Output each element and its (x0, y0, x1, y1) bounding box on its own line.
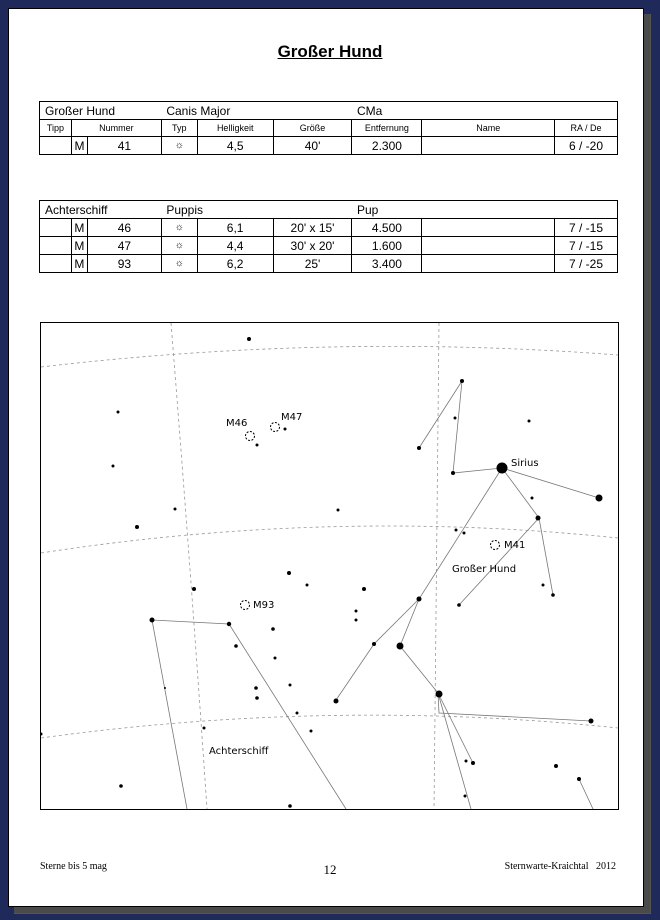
table-row (40, 219, 618, 237)
cell-name (422, 219, 555, 237)
star (192, 587, 196, 591)
cell-catalog: M (71, 219, 87, 237)
star-sirius (497, 463, 508, 474)
star (150, 618, 155, 623)
table-row (40, 237, 618, 255)
cell-distance: 1.600 (352, 237, 422, 255)
star (362, 587, 366, 591)
col-header-nummer: Nummer (71, 120, 161, 137)
star (355, 610, 358, 613)
star (577, 777, 581, 781)
constellation-name: Achterschiff (40, 201, 162, 219)
star (463, 532, 466, 535)
cell-magnitude: 4,5 (197, 137, 273, 155)
header-row (40, 120, 618, 137)
constellation-name: Großer Hund (40, 102, 162, 120)
star (471, 761, 475, 765)
star (465, 760, 468, 763)
col-header-typ: Typ (161, 120, 197, 137)
constellation-line (400, 468, 591, 721)
constellation-line (579, 779, 593, 809)
cell-size: 25' (273, 255, 352, 273)
coordinate-grid (41, 323, 618, 809)
constellation-line (438, 693, 473, 763)
star (174, 508, 177, 511)
constellation-line (502, 468, 599, 498)
label-constellation-cma: Großer Hund (452, 564, 517, 575)
table-row (40, 137, 618, 155)
cell-catalog: M (71, 237, 87, 255)
cell-size: 20' x 15' (273, 219, 352, 237)
star (531, 497, 534, 500)
star (247, 337, 251, 341)
cell-tipp (40, 255, 72, 273)
cluster-m41-icon (491, 541, 500, 550)
page-shadow-right (643, 14, 651, 912)
cluster-m46-icon (246, 432, 255, 441)
star (455, 529, 458, 532)
constellation-lines (152, 381, 599, 809)
cell-magnitude: 6,2 (197, 255, 273, 273)
star (460, 379, 464, 383)
page-number: 12 (323, 862, 337, 877)
star (271, 627, 275, 631)
cluster-m93-icon (241, 601, 250, 610)
grid-line (41, 526, 618, 553)
star (464, 795, 467, 798)
star (227, 622, 231, 626)
cell-tipp (40, 137, 72, 155)
star-chart-svg (41, 323, 618, 809)
cell-tipp (40, 237, 72, 255)
star (417, 597, 422, 602)
cluster-type-icon: ☼ (161, 237, 197, 255)
star (355, 619, 358, 622)
footer-right: Sternwarte-Kraichtal 2012 (504, 861, 616, 872)
cell-distance: 2.300 (352, 137, 422, 155)
star (454, 417, 457, 420)
star (554, 764, 558, 768)
star (596, 495, 603, 502)
star (289, 684, 292, 687)
star (255, 696, 259, 700)
cell-distance: 4.500 (352, 219, 422, 237)
clusters (241, 423, 500, 610)
star (256, 444, 259, 447)
star (41, 733, 43, 736)
label-sirius: Sirius (511, 458, 539, 469)
label-m41: M41 (504, 540, 526, 551)
col-header-entfernung: Entfernung (352, 120, 422, 137)
star (589, 719, 594, 724)
star (164, 687, 166, 689)
cluster-type-icon: ☼ (161, 255, 197, 273)
cell-name (422, 237, 555, 255)
cell-radec: 7 / -25 (554, 255, 617, 273)
constellation-line (459, 518, 539, 605)
cell-name (422, 255, 555, 273)
map-labels (209, 412, 539, 757)
cell-magnitude: 4,4 (197, 237, 273, 255)
cell-number: 47 (87, 237, 161, 255)
cell-number: 41 (87, 137, 161, 155)
constellation-line (438, 693, 471, 809)
object-table-cma (39, 101, 618, 155)
label-m46: M46 (226, 418, 248, 429)
cell-number: 46 (87, 219, 161, 237)
star (417, 446, 421, 450)
constellation-row (40, 102, 618, 120)
star (334, 699, 339, 704)
col-header-name: Name (422, 120, 555, 137)
cell-radec: 7 / -15 (554, 237, 617, 255)
star (536, 516, 541, 521)
grid-line (41, 715, 618, 738)
star (551, 593, 555, 597)
star (542, 584, 545, 587)
star (274, 657, 277, 660)
star (119, 784, 123, 788)
cluster-m47-icon (271, 423, 280, 432)
star (287, 571, 291, 575)
cell-number: 93 (87, 255, 161, 273)
constellation-line (152, 620, 346, 809)
col-header-tipp: Tipp (40, 120, 72, 137)
footer-left: Sterne bis 5 mag (40, 861, 107, 872)
object-table-pup (39, 200, 618, 273)
cell-radec: 7 / -15 (554, 219, 617, 237)
star (528, 420, 531, 423)
constellation-latin: Puppis (161, 201, 352, 219)
star (288, 804, 292, 808)
cluster-type-icon: ☼ (161, 219, 197, 237)
constellation-line (419, 381, 553, 595)
star-map (40, 322, 619, 810)
label-constellation-pup: Achterschiff (209, 746, 269, 757)
table-row (40, 255, 618, 273)
label-m47: M47 (281, 412, 303, 423)
cell-catalog: M (71, 137, 87, 155)
star (372, 642, 376, 646)
star (254, 686, 258, 690)
star (310, 730, 313, 733)
grid-line (41, 346, 618, 367)
star (337, 509, 340, 512)
constellation-line (152, 620, 187, 809)
cell-size: 40' (273, 137, 352, 155)
col-header-radec: RA / De (555, 120, 618, 137)
star (234, 644, 238, 648)
constellation-abbr: CMa (352, 102, 618, 120)
cell-magnitude: 6,1 (197, 219, 273, 237)
star (117, 411, 120, 414)
grid-line (434, 323, 439, 809)
stars (41, 337, 603, 808)
star (135, 525, 139, 529)
cell-radec: 6 / -20 (555, 137, 618, 155)
cell-tipp (40, 219, 72, 237)
cell-size: 30' x 20' (273, 237, 352, 255)
page-shadow-bottom (14, 906, 651, 914)
star (112, 465, 115, 468)
star (436, 691, 443, 698)
constellation-row (40, 201, 618, 219)
cluster-type-icon: ☼ (161, 137, 197, 155)
cell-name (422, 137, 555, 155)
cell-distance: 3.400 (352, 255, 422, 273)
star (284, 428, 287, 431)
grid-line (171, 323, 207, 809)
star (296, 712, 299, 715)
constellation-line (334, 599, 419, 703)
label-m93: M93 (253, 600, 275, 611)
star (457, 603, 461, 607)
constellation-latin: Canis Major (161, 102, 352, 120)
star (451, 471, 455, 475)
constellation-abbr: Pup (352, 201, 618, 219)
star (203, 727, 206, 730)
col-header-helligkeit: Helligkeit (197, 120, 273, 137)
col-header-groesse: Größe (273, 120, 352, 137)
star (306, 584, 309, 587)
star (397, 643, 404, 650)
cell-catalog: M (71, 255, 87, 273)
page-title: Großer Hund (277, 42, 383, 61)
